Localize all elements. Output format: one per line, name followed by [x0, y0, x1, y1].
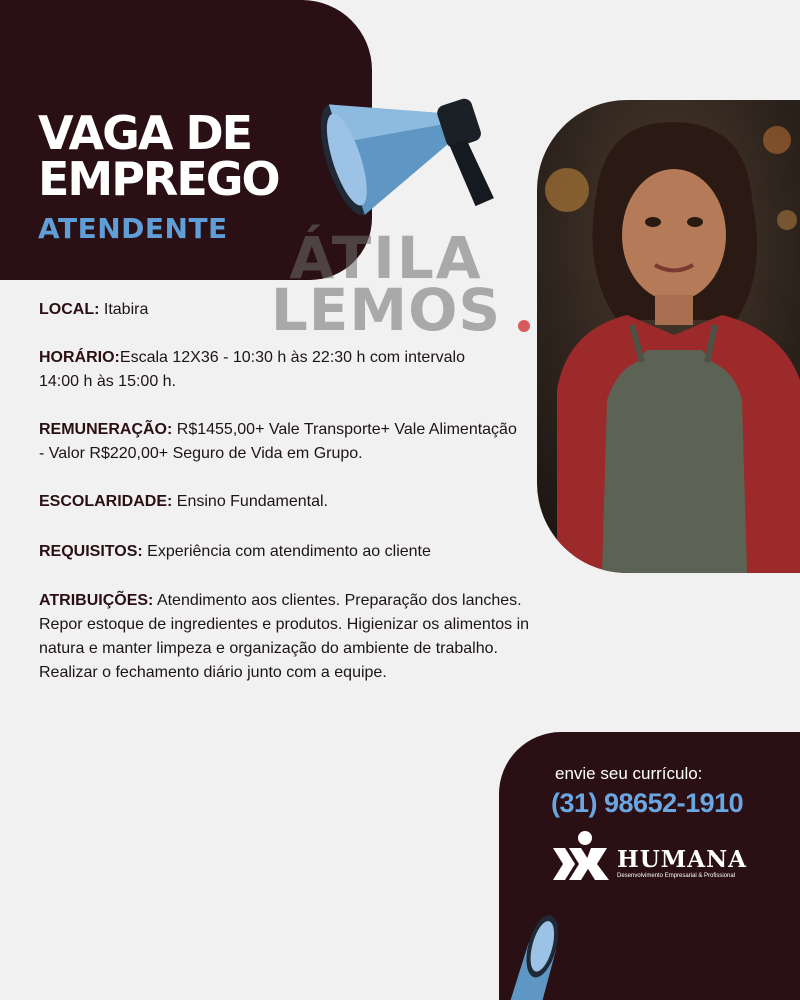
- megaphone-bottom-icon: [470, 905, 590, 1000]
- attendant-photo: [537, 100, 800, 573]
- contact-prompt: envie seu currículo:: [555, 764, 703, 783]
- company-name: HUMANA: [617, 846, 747, 873]
- title-line-2: EMPREGO: [38, 152, 279, 206]
- detail-horario: [39, 346, 509, 394]
- title-line-1: VAGA DE: [38, 106, 252, 160]
- detail-atribuicoes-label: ATRIBUIÇÕES:: [39, 592, 154, 609]
- humana-logo-icon: [551, 828, 615, 888]
- watermark-line-2: LEMOS: [270, 276, 502, 344]
- detail-remuneracao-label: REMUNERAÇÃO:: [39, 421, 173, 438]
- detail-requisitos-label: REQUISITOS:: [39, 543, 143, 560]
- detail-remuneracao-value: R$1455,00+ Vale Transporte+ Vale Alimentação - Valor R$220,00+ Seguro de Vida em Grupo.: [39, 421, 517, 462]
- detail-escolaridade-label: ESCOLARIDADE:: [39, 493, 173, 510]
- detail-local-label: LOCAL:: [39, 301, 100, 318]
- company-tagline: Desenvolvimento Empresarial & Profissional: [617, 873, 736, 879]
- detail-local-value: Itabira: [99, 301, 149, 318]
- detail-requisitos-value: Experiência com atendimento ao cliente: [142, 543, 431, 560]
- detail-atribuicoes: [39, 589, 534, 685]
- detail-local: [39, 298, 148, 322]
- watermark: [226, 224, 546, 344]
- contact-phone[interactable]: (31) 98652-1910: [551, 788, 744, 818]
- detail-escolaridade: [39, 490, 328, 514]
- page-title: [38, 106, 279, 206]
- watermark-dot: [518, 320, 530, 332]
- detail-horario-value: Escala 12X36 - 10:30 h às 22:30 h com intervalo 14:00 h às 15:00 h.: [39, 349, 465, 390]
- company-logo: [551, 828, 751, 888]
- job-title: ATENDENTE: [38, 212, 228, 245]
- watermark-line-1: ÁTILA: [289, 224, 483, 292]
- detail-requisitos: [39, 540, 431, 564]
- detail-remuneracao: [39, 418, 519, 466]
- detail-atribuicoes-value: Atendimento aos clientes. Preparação dos lanches. Repor estoque de ingredientes e produtos. Higienizar os alimentos in natura e manter limpeza e organização do ambiente de trabalho. Realizar o fechamento diário junto com a equipe.: [39, 592, 530, 681]
- detail-horario-label: HORÁRIO:: [39, 349, 120, 366]
- detail-escolaridade-value: Ensino Fundamental.: [172, 493, 328, 510]
